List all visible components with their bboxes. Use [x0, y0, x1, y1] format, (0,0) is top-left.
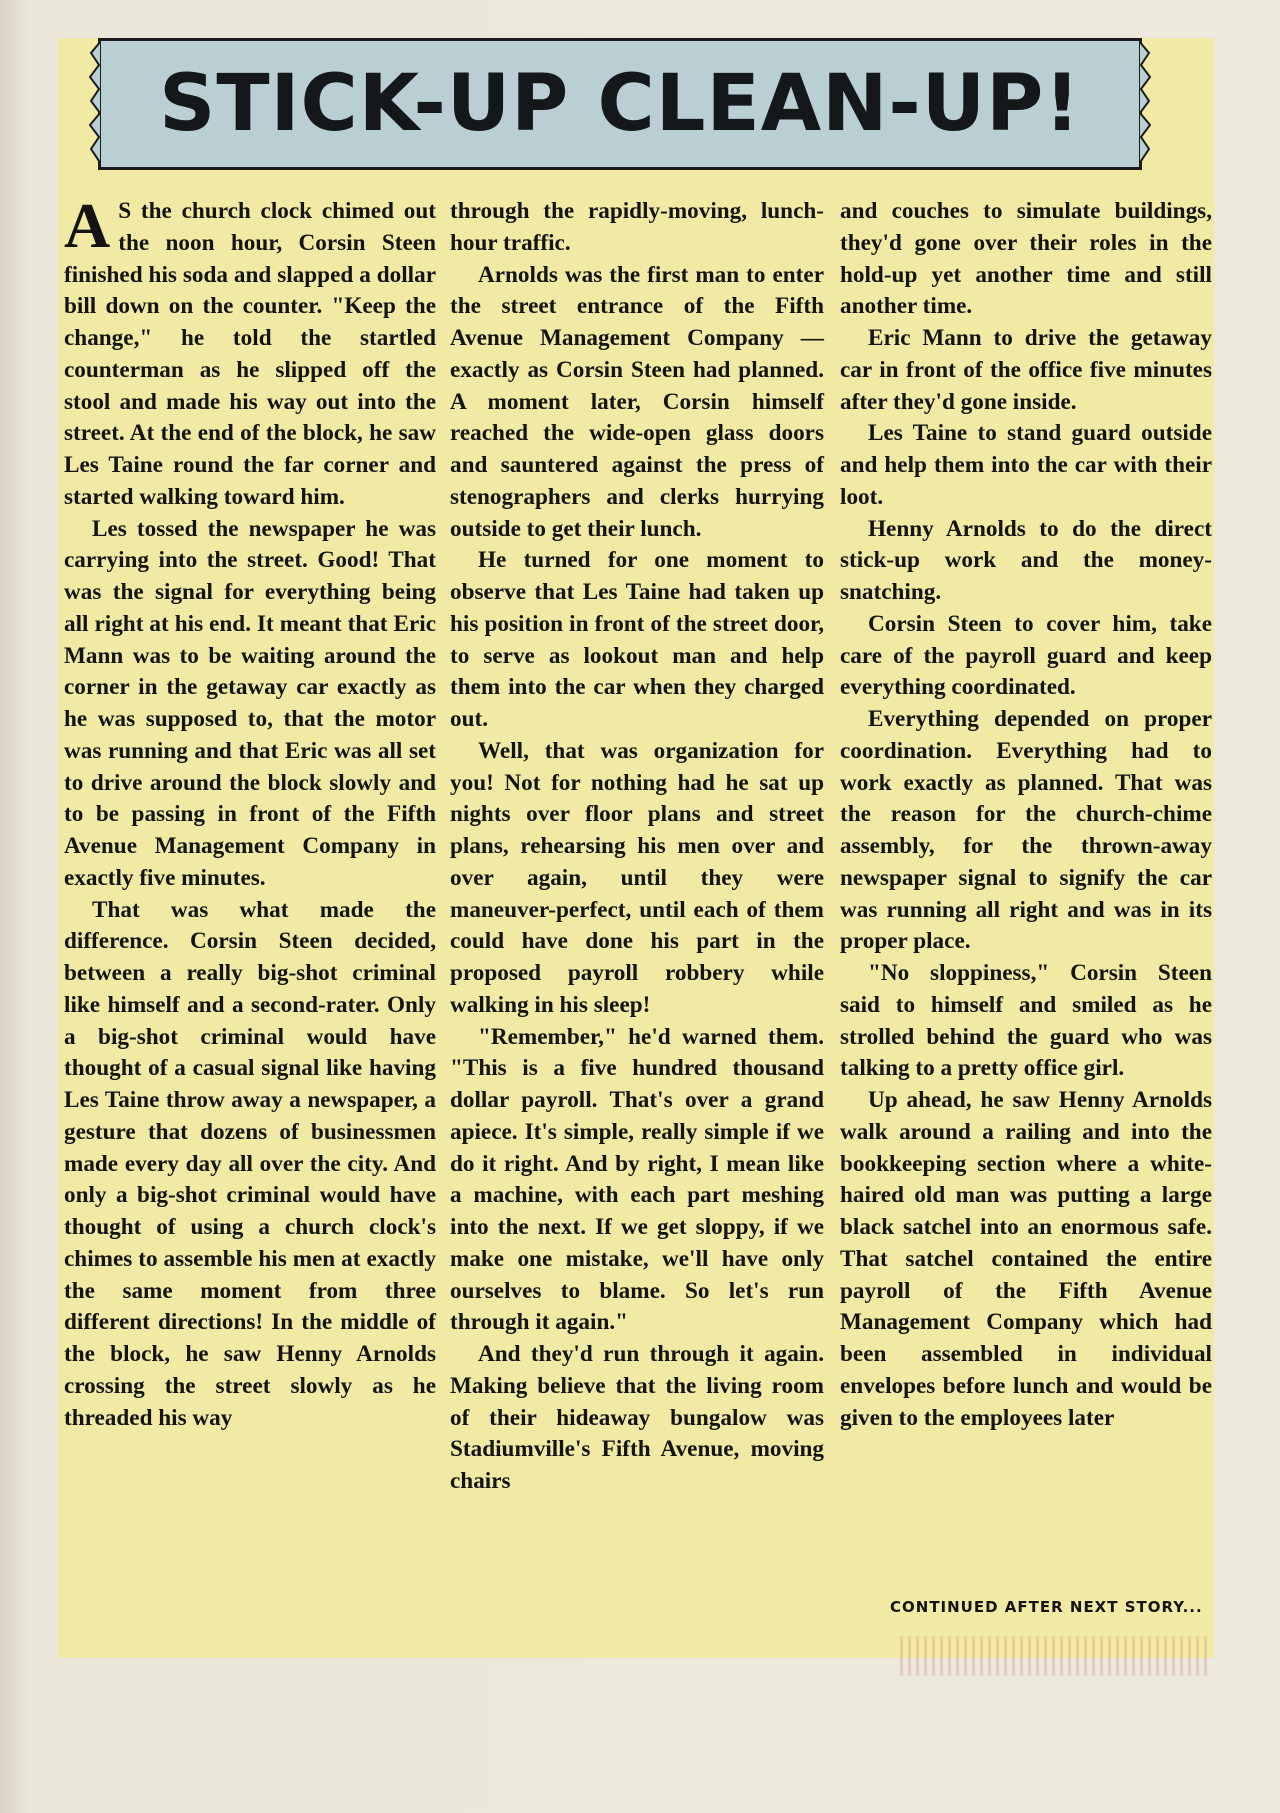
story-title: STICK-UP CLEAN-UP! — [159, 59, 1081, 149]
title-banner — [98, 38, 1142, 170]
paragraph: Well, that was organization for you! Not for nothing had he sat up nights over floor plans and street plans, rehearsing his men over and over again, until they were maneuver-perfect, until each of them could have done his part in the proposed payroll robbery while walking in his sleep! — [450, 737, 824, 1018]
paragraph: That was what made the difference. Corsin Steen decided, between a really big-shot criminal like himself and a second-rater. Only a big-shot criminal would have thought of a casual signal like having Les Taine throw away a newspaper, a gesture that dozens of businessmen made every day all over the city. And only a big-shot criminal would have thought of using a church clock's chimes to assemble his men at exactly the same moment from three different directions! In the middle of the block, he saw Henny Arnolds crossing the street slowly as he threaded his way — [64, 896, 436, 1431]
paragraph: Corsin Steen to cover him, take care of the payroll guard and keep everything coordinated. — [840, 610, 1212, 701]
paragraph: "No sloppiness," Corsin Steen said to himself and smiled as he strolled behind the guard who was talking to a pretty office girl. — [840, 960, 1212, 1082]
story-body — [64, 190, 1212, 1616]
paragraph: and couches to simulate buildings, they'd gone over their roles in the hold-up yet another time and still another time. — [840, 198, 1212, 320]
banner-edge-left — [87, 41, 101, 167]
column-3 — [840, 196, 1212, 1434]
paragraph: Les tossed the newspaper he was carrying into the street. Good! That was the signal for everything being all right at his end. It meant that Eric Mann was to be waiting around the corner in the getaway car exactly as he was supposed to, that the motor was running and that Eric was all set to drive around the block slowly and to be passing in front of the Fifth Avenue Management Company in exactly five minutes. — [64, 515, 436, 891]
paragraph: Eric Mann to drive the getaway car in front of the office five minutes after they'd gone inside. — [840, 325, 1212, 415]
continued-note: CONTINUED AFTER NEXT STORY... — [890, 1598, 1203, 1616]
paragraph: "Remember," he'd warned them. "This is a five hundred thousand dollar payroll. That's over a grand apiece. It's simple, really simple if we do it right. And by right, I mean like a machine, with each part meshing into the next. If we get sloppy, if we make one mistake, we'll have only ourselves to blame. So let's run through it again." — [450, 1023, 824, 1336]
banner-edge-right — [1139, 41, 1153, 167]
drop-cap: A — [64, 190, 111, 261]
paragraph: A S the church clock chimed out the noon hour, Corsin Steen finished his soda and slapped a dollar bill down on the counter. "Keep the change," he told the startled counterman as he slipped off the stool and made his way out into the street. At the end of the block, he saw Les Taine round the far corner and started walking toward him. — [64, 190, 436, 510]
paragraph: And they'd run through it again. Making believe that the living room of their hideaway bungalow was Stadiumville's Fifth Avenue, moving chairs — [450, 1341, 824, 1494]
paragraph: Les Taine to stand guard outside and help them into the car with their loot. — [840, 420, 1212, 510]
paragraph: Up ahead, he saw Henny Arnolds walk around a railing and into the bookkeeping section where a white-haired old man was putting a large black satchel into an enormous safe. That satchel contained the entire payroll of the Fifth Avenue Management Company which had been assembled in individual envelopes before lunch and would be given to the employees later — [840, 1087, 1212, 1431]
paragraph: Henny Arnolds to do the direct stick-up work and the money-snatching. — [840, 515, 1212, 605]
paragraph: Everything depended on proper coordination. Everything had to work exactly as planned. That was the reason for the church-chime assembly, for the thrown-away newspaper signal to signify the car was running all right and was in its proper place. — [840, 706, 1212, 955]
paragraph: through the rapidly-moving, lunch-hour traffic. — [450, 198, 824, 256]
paragraph: Arnolds was the first man to enter the street entrance of the Fifth Avenue Management Company — exactly as Corsin Steen had planned. A moment later, Corsin himself reached the wide-open glass doors and sauntered against the press of stenographers and clerks hurrying outside to get their lunch. — [450, 261, 824, 542]
column-2 — [450, 196, 824, 1498]
column-1 — [64, 190, 436, 1434]
print-bleed — [900, 1636, 1210, 1676]
paragraph: He turned for one moment to observe that Les Taine had taken up his position in front of the street door, to serve as lookout man and help them into the car when they charged out. — [450, 547, 824, 732]
